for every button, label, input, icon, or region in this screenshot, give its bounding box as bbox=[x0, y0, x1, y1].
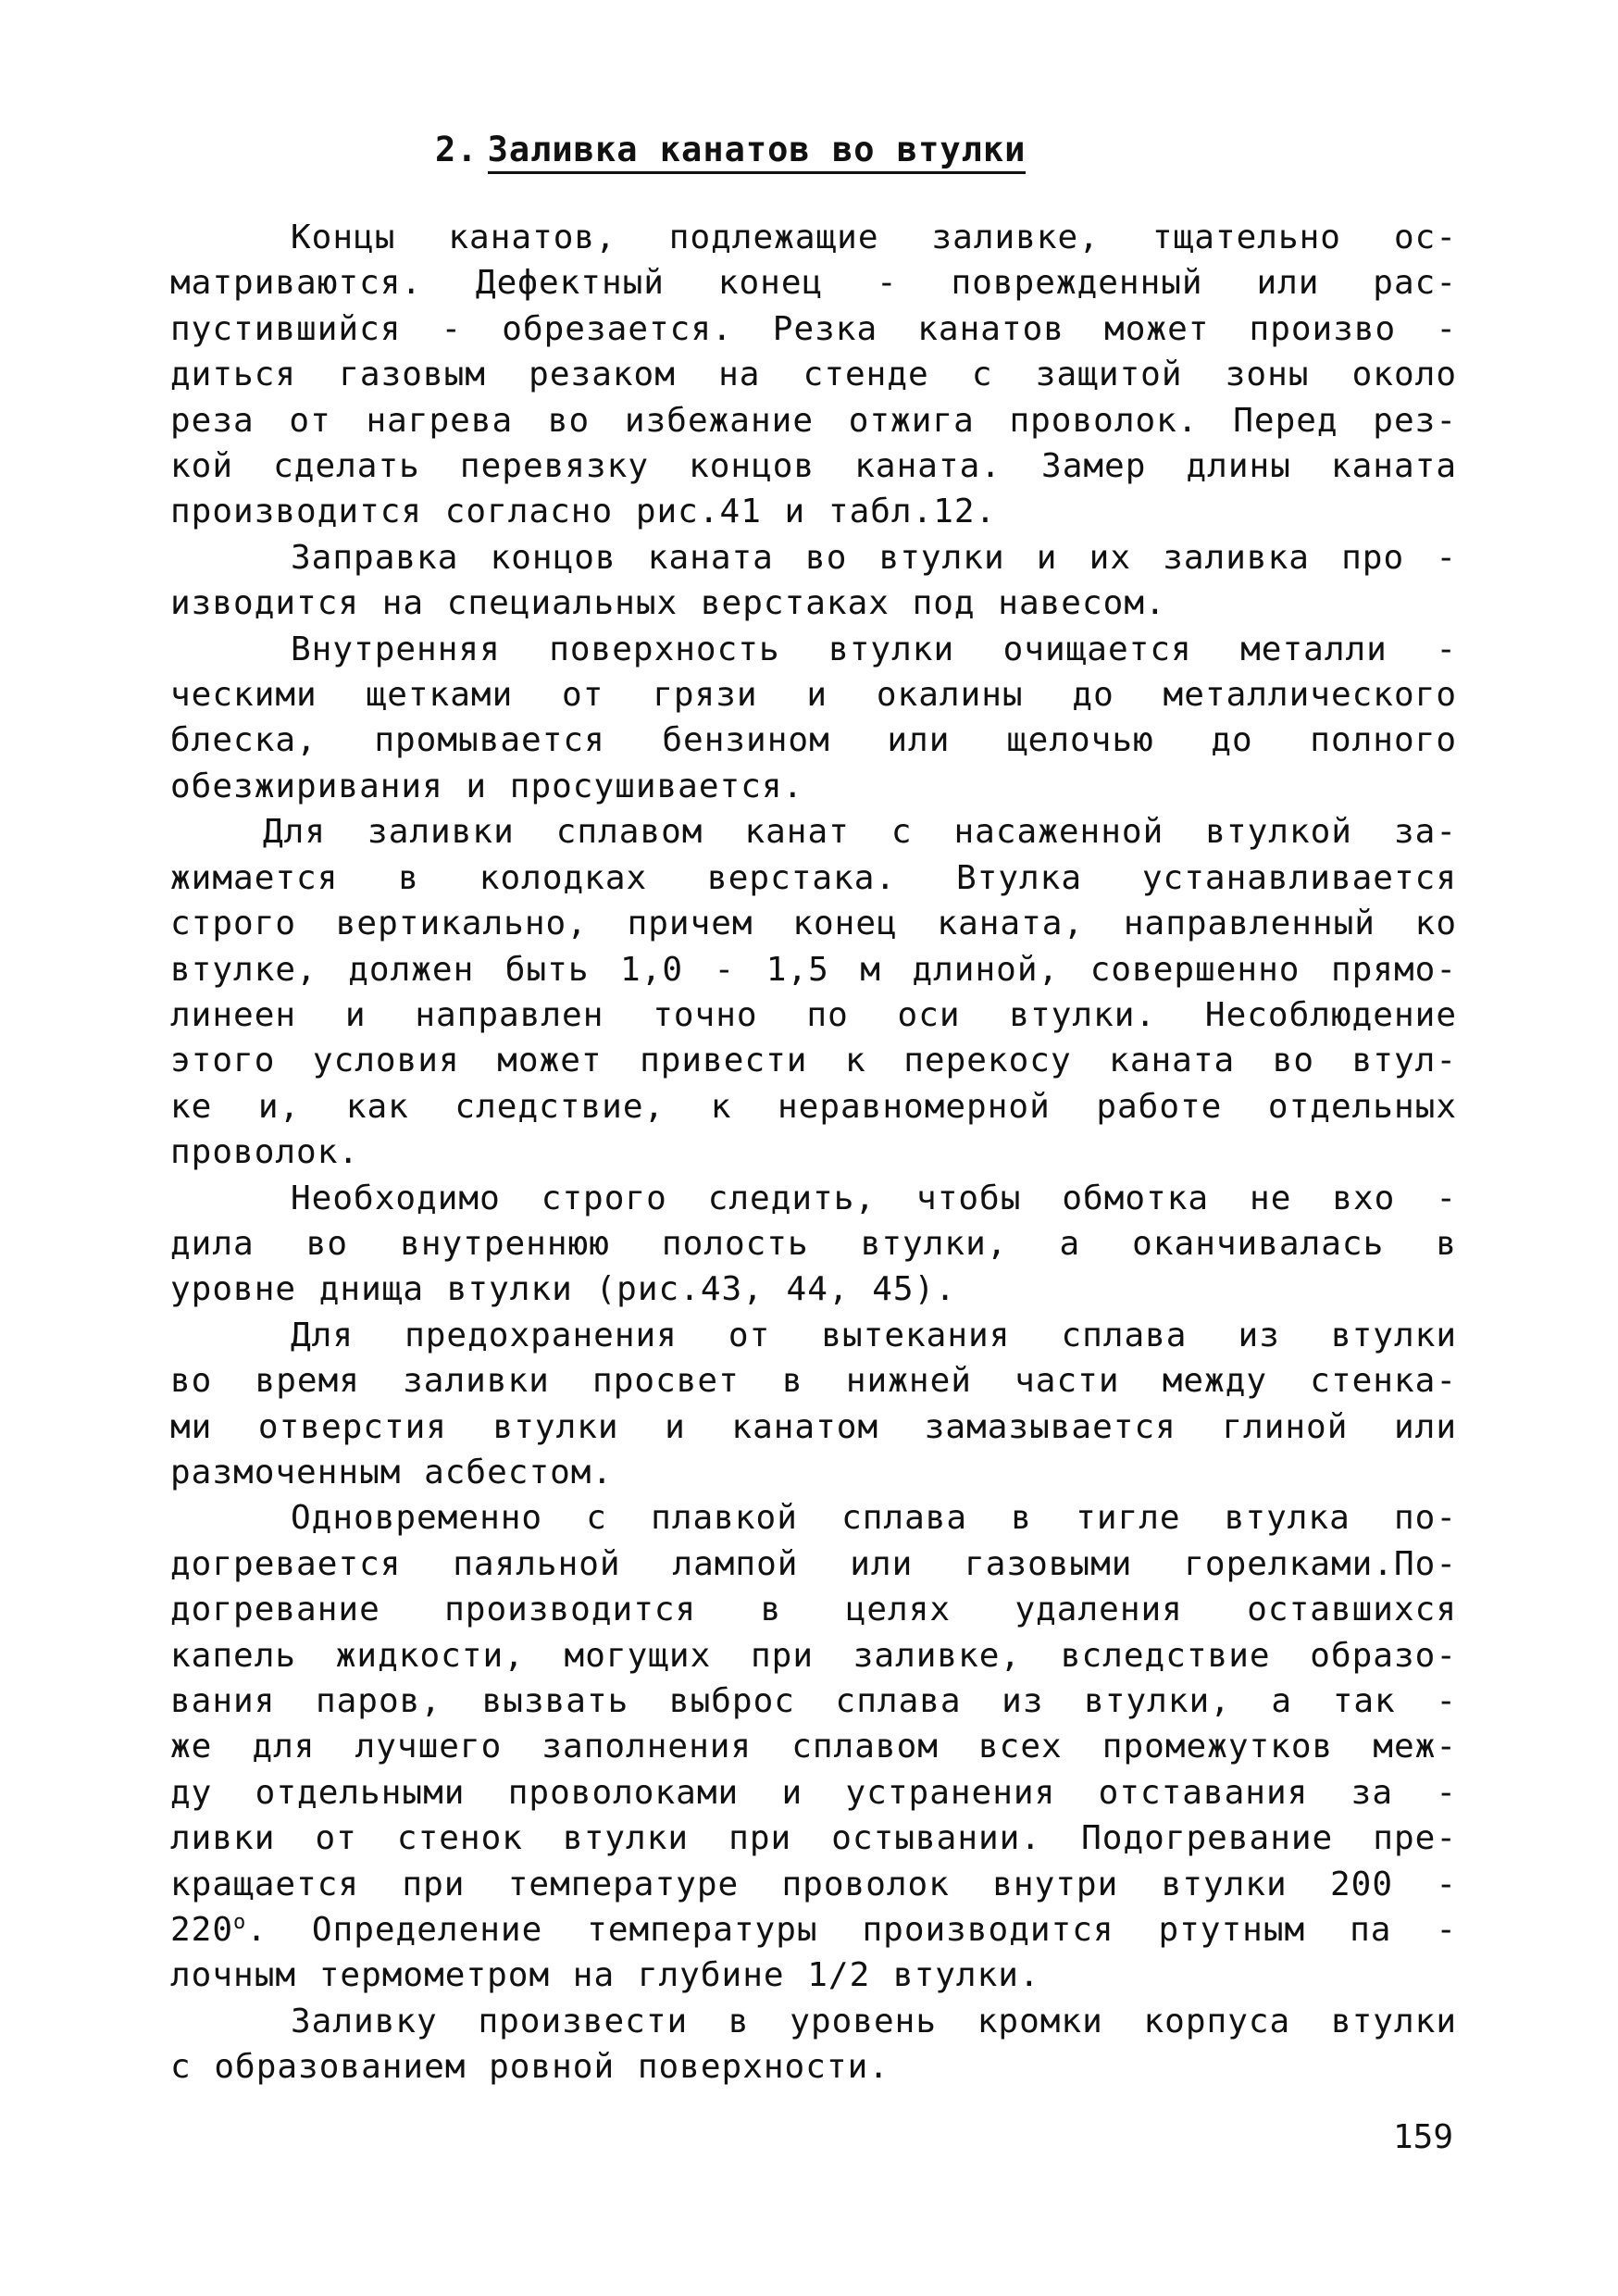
paragraph bbox=[170, 215, 1457, 535]
paragraph bbox=[170, 1495, 1457, 1998]
text-line: ду отдельными проволоками и устранения отставания за - bbox=[170, 1773, 1457, 1812]
text-line: пустившийся - обрезается. Резка канатов может произво - bbox=[170, 309, 1457, 348]
text-line: Внутренняя поверхность втулки очищается металли - bbox=[291, 630, 1457, 668]
text-line: лочным термометром на глубине 1/2 втулки. bbox=[170, 1956, 1040, 1995]
section-heading bbox=[435, 130, 1120, 174]
text-line: производится согласно рис.41 и табл.12. bbox=[170, 493, 997, 531]
text-line: жимается в колодках верстака. Втулка устанавливается bbox=[170, 858, 1457, 897]
text-line: ливки от стенок втулки при остывании. Подогревание пре- bbox=[170, 1819, 1457, 1858]
text-line: обезжиривания и просушивается. bbox=[170, 767, 804, 805]
text-line: изводится на специальных верстаках под навесом. bbox=[170, 584, 1166, 623]
text-line: проволок. bbox=[170, 1133, 360, 1172]
text-line: во время заливки просвет в нижней части между стенка- bbox=[170, 1362, 1457, 1401]
body-text bbox=[170, 215, 1457, 2090]
text-line: ми отверстия втулки и канатом замазывается глиной или bbox=[170, 1407, 1457, 1446]
text-line: строго вертикально, причем конец каната, направленный ко bbox=[170, 905, 1457, 943]
text-line: линеен и направлен точно по оси втулки. Несоблюдение bbox=[170, 995, 1457, 1034]
section-number: 2. bbox=[435, 130, 479, 169]
text-line: догревание производится в целях удаления оставшихся bbox=[170, 1591, 1457, 1629]
text-line: Заливку произвести в уровень кромки корпуса втулки bbox=[291, 2002, 1457, 2040]
text-line: реза от нагрева во избежание отжига проволок. Перед рез- bbox=[170, 401, 1457, 440]
section-title: Заливка канатов во втулки bbox=[488, 130, 1027, 174]
paragraph bbox=[170, 1176, 1457, 1313]
text-line: капель жидкости, могущих при заливке, вследствие образо- bbox=[170, 1636, 1457, 1675]
text-line: Заправка концов каната во втулки и их заливка про - bbox=[291, 538, 1457, 577]
text-line: матриваются. Дефектный конец - поврежденный или рас- bbox=[170, 264, 1457, 303]
text-line: с образованием ровной поверхности. bbox=[170, 2048, 890, 2087]
text-line: Концы канатов, подлежащие заливке, тщательно ос- bbox=[291, 218, 1457, 256]
degree-sign: о bbox=[233, 1911, 247, 1935]
text-line: размоченным асбестом. bbox=[170, 1453, 614, 1491]
text-line: же для лучшего заполнения сплавом всех промежутков меж- bbox=[170, 1728, 1457, 1766]
text-line: догревается паяльной лампой или газовыми горелками.По- bbox=[170, 1544, 1457, 1583]
page-number: 159 bbox=[1392, 2118, 1453, 2156]
text-line: втулке, должен быть 1,0 - 1,5 м длиной, совершенно прямо- bbox=[170, 950, 1457, 989]
text-line: кращается при температуре проволок внутри втулки 200 - bbox=[170, 1865, 1457, 1903]
text-line: уровне днища втулки (рис.43, 44, 45). bbox=[170, 1270, 956, 1309]
text-line: Для заливки сплавом канат с насаженной втулкой за- bbox=[263, 813, 1457, 852]
text-line: ческими щетками от грязи и окалины до металлического bbox=[170, 676, 1457, 715]
paragraph bbox=[170, 1999, 1457, 2090]
text-line: этого условия может привести к перекосу каната во втул- bbox=[170, 1042, 1457, 1080]
text-line: Для предохранения от вытекания сплава из втулки bbox=[291, 1316, 1457, 1354]
text-line-degree bbox=[170, 1907, 1457, 1953]
text-line: вания паров, вызвать выброс сплава из втулки, а так - bbox=[170, 1682, 1457, 1720]
text-line: дила во внутреннюю полость втулки, а оканчивалась в bbox=[170, 1224, 1457, 1263]
paragraph bbox=[170, 535, 1457, 627]
text-line: Необходимо строго следить, чтобы обмотка не вхо - bbox=[291, 1179, 1457, 1217]
text-line: блеска, промывается бензином или щелочью до полного bbox=[170, 721, 1457, 760]
paragraph bbox=[170, 809, 1457, 1175]
paragraph bbox=[170, 627, 1457, 810]
text-line: ке и, как следствие, к неравномерной работе отдельных bbox=[170, 1087, 1457, 1126]
text-line: Одновременно с плавкой сплава в тигле втулка по- bbox=[291, 1499, 1457, 1538]
text-line: диться газовым резаком на стенде с защитой зоны около bbox=[170, 356, 1457, 394]
degree-value: 220 bbox=[170, 1911, 234, 1950]
paragraph bbox=[170, 1313, 1457, 1496]
degree-rest: . Определение температуры производится ртутным па - bbox=[246, 1911, 1457, 1950]
text-line: кой сделать перевязку концов каната. Замер длины каната bbox=[170, 447, 1457, 486]
